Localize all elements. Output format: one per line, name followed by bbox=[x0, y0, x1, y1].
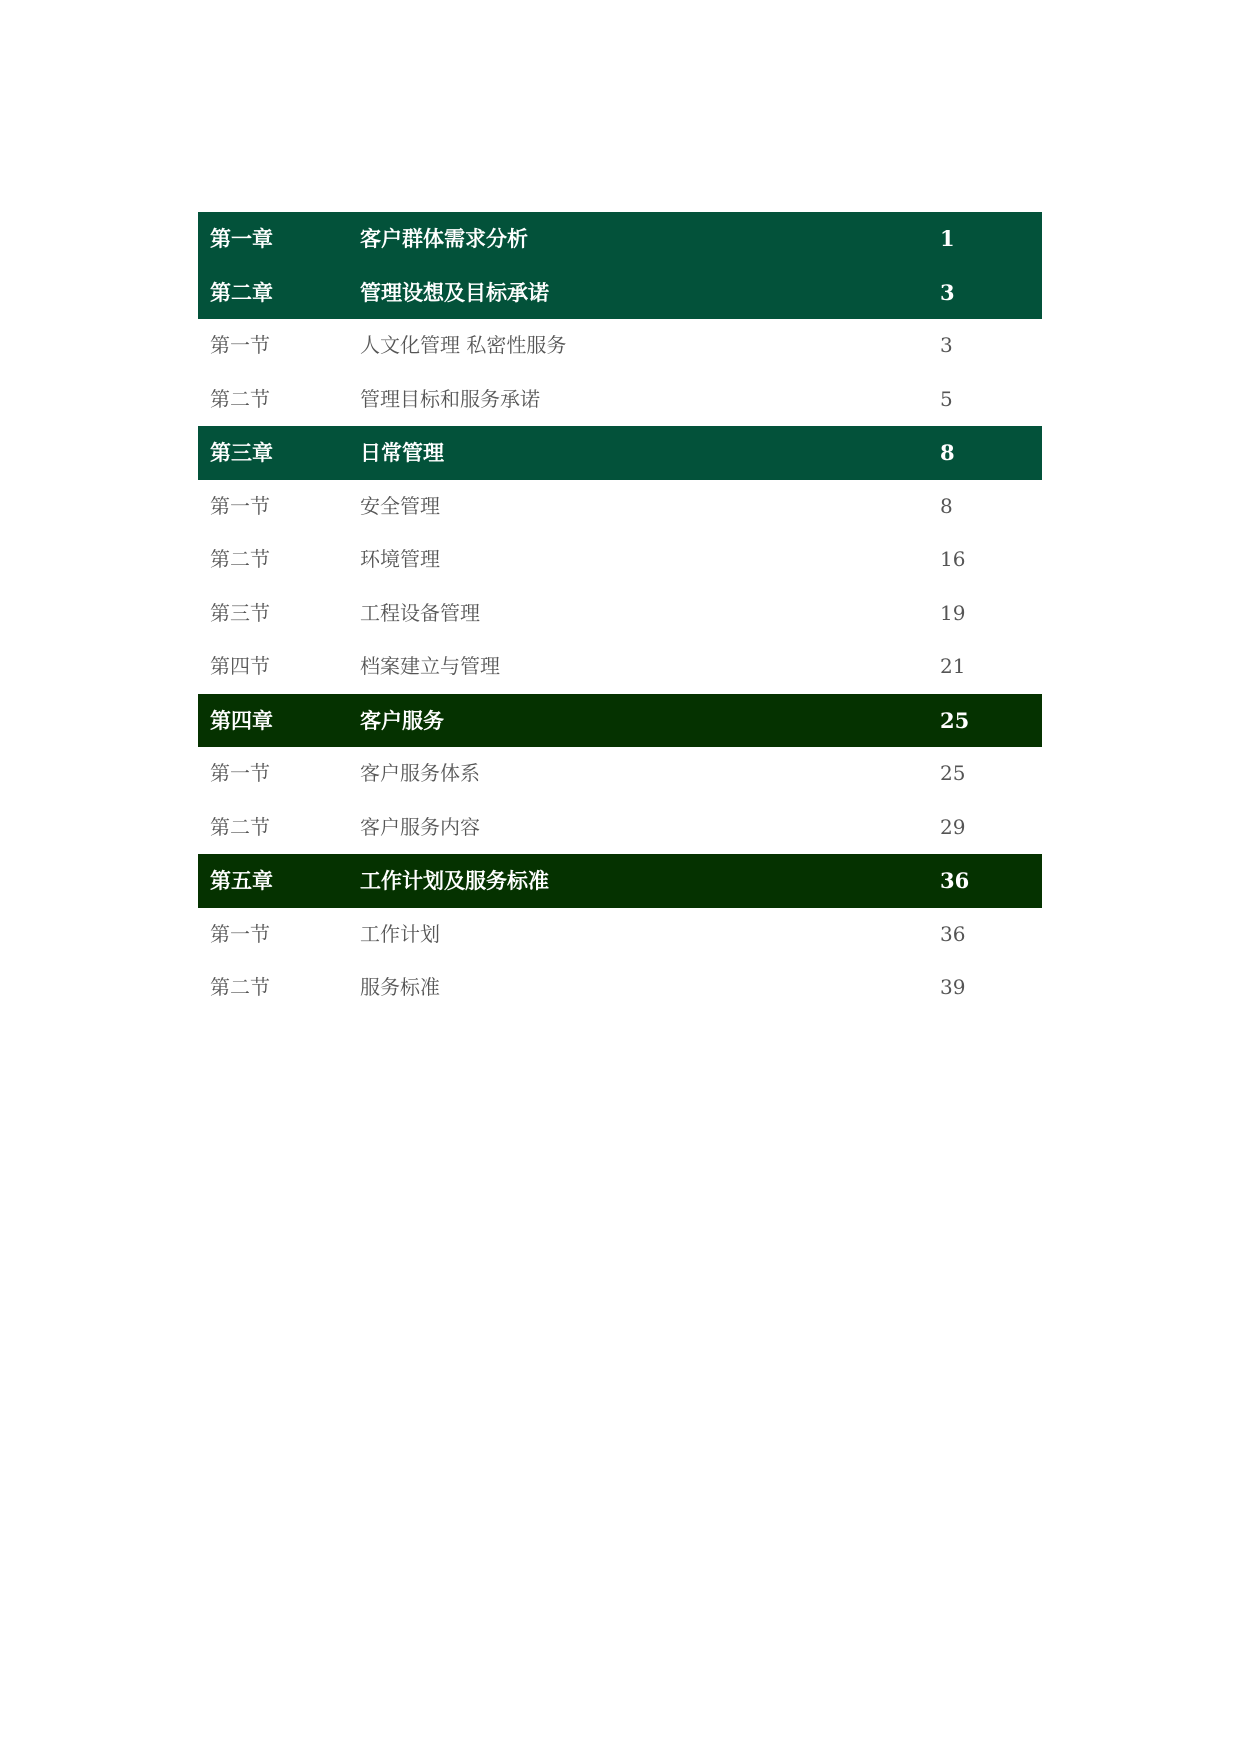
toc-page-number: 16 bbox=[940, 547, 966, 571]
toc-section-row[interactable] bbox=[198, 319, 1042, 373]
toc-page-number: 1 bbox=[940, 226, 955, 251]
toc-section-row[interactable] bbox=[198, 640, 1042, 694]
toc-page-number: 5 bbox=[940, 386, 953, 411]
toc-number: 第二节 bbox=[210, 975, 270, 999]
toc-section-row[interactable] bbox=[198, 961, 1042, 1015]
toc-title: 日常管理 bbox=[360, 440, 444, 465]
toc-title: 客户服务内容 bbox=[360, 814, 480, 839]
table-of-contents bbox=[198, 212, 1042, 1015]
toc-number: 第二节 bbox=[210, 814, 270, 839]
toc-number: 第一章 bbox=[210, 226, 273, 251]
toc-title: 档案建立与管理 bbox=[360, 654, 500, 678]
toc-title: 管理设想及目标承诺 bbox=[360, 279, 549, 305]
toc-title: 环境管理 bbox=[360, 547, 440, 571]
toc-section-row[interactable] bbox=[198, 908, 1042, 962]
toc-page-number: 25 bbox=[940, 707, 970, 733]
toc-title: 客户服务 bbox=[360, 707, 444, 733]
toc-title: 人文化管理 私密性服务 bbox=[360, 333, 567, 357]
toc-title: 客户服务体系 bbox=[360, 761, 480, 785]
toc-title: 工作计划及服务标准 bbox=[360, 868, 549, 893]
toc-page-number: 25 bbox=[940, 761, 966, 785]
toc-title: 工作计划 bbox=[360, 921, 440, 946]
toc-section-row[interactable] bbox=[198, 801, 1042, 855]
toc-number: 第一节 bbox=[210, 921, 270, 946]
toc-title: 客户群体需求分析 bbox=[360, 226, 528, 251]
toc-number: 第一节 bbox=[210, 333, 270, 357]
toc-number: 第四节 bbox=[210, 654, 270, 678]
toc-number: 第一节 bbox=[210, 493, 270, 518]
toc-chapter-row[interactable] bbox=[198, 266, 1042, 320]
toc-number: 第五章 bbox=[210, 868, 273, 893]
toc-title: 安全管理 bbox=[360, 493, 440, 518]
toc-page-number: 21 bbox=[940, 654, 966, 678]
toc-page-number: 39 bbox=[940, 975, 966, 999]
toc-section-row[interactable] bbox=[198, 747, 1042, 801]
toc-page-number: 3 bbox=[940, 333, 953, 357]
toc-page-number: 8 bbox=[940, 440, 955, 465]
toc-number: 第三节 bbox=[210, 600, 270, 625]
toc-page-number: 29 bbox=[940, 814, 966, 839]
toc-number: 第二章 bbox=[210, 279, 273, 305]
toc-number: 第一节 bbox=[210, 761, 270, 785]
toc-section-row[interactable] bbox=[198, 533, 1042, 587]
toc-chapter-row[interactable] bbox=[198, 426, 1042, 480]
toc-page-number: 8 bbox=[940, 493, 953, 518]
toc-page-number: 36 bbox=[940, 921, 966, 946]
toc-title: 管理目标和服务承诺 bbox=[360, 386, 540, 411]
toc-number: 第三章 bbox=[210, 440, 273, 465]
toc-chapter-row[interactable] bbox=[198, 694, 1042, 748]
toc-section-row[interactable] bbox=[198, 480, 1042, 534]
toc-number: 第二节 bbox=[210, 547, 270, 571]
toc-page-number: 19 bbox=[940, 600, 966, 625]
toc-title: 工程设备管理 bbox=[360, 600, 480, 625]
toc-number: 第二节 bbox=[210, 386, 270, 411]
toc-number: 第四章 bbox=[210, 707, 273, 733]
toc-page-number: 36 bbox=[940, 868, 970, 893]
toc-chapter-row[interactable] bbox=[198, 854, 1042, 908]
toc-title: 服务标准 bbox=[360, 975, 440, 999]
toc-section-row[interactable] bbox=[198, 587, 1042, 641]
toc-page-number: 3 bbox=[940, 279, 955, 305]
toc-section-row[interactable] bbox=[198, 373, 1042, 427]
toc-chapter-row[interactable] bbox=[198, 212, 1042, 266]
